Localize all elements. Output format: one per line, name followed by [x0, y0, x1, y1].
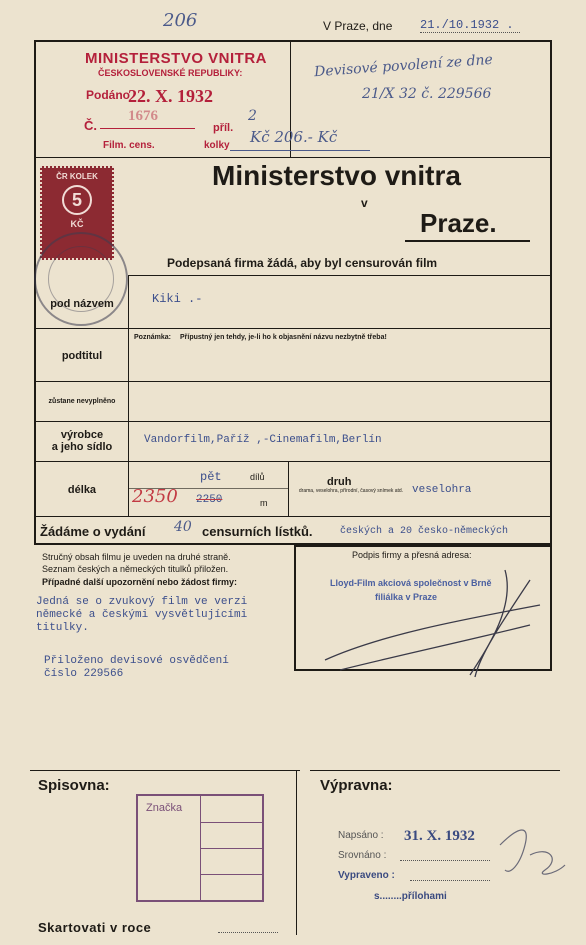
typed-note-1: Jedná se o zvukový film ve verzi	[36, 596, 248, 608]
srovnano-label: Srovnáno :	[338, 850, 387, 861]
zadame-count: 40	[174, 519, 192, 535]
skartovati-line	[218, 932, 278, 933]
stamp-pril-label: příl.	[213, 122, 234, 134]
metry-unit: m	[260, 498, 268, 508]
addressee-title: Ministerstvo vnitra	[212, 160, 461, 191]
znacka-row-3	[200, 874, 264, 875]
initials-scribble	[490, 815, 570, 885]
vyrobce-label-1: výrobce	[60, 429, 104, 441]
grid-line-3	[36, 381, 550, 382]
grid-line-6	[36, 516, 550, 517]
document-number: 206	[163, 10, 198, 31]
annotation-line1: Devisové povolení ze dne	[313, 51, 494, 81]
addressee-v: v	[361, 196, 368, 210]
revenue-stamp-top: ČR KOLEK	[56, 172, 98, 181]
dilu-count: pět	[200, 470, 222, 484]
kolky-underline	[230, 150, 370, 151]
druh-hint: drama, veselohra, přírodní, časový snímek atd.	[298, 488, 404, 494]
request-text: Podepsaná firma žádá, aby byl censurován film	[167, 256, 438, 270]
stamp-subtitle: ČESKOSLOVENSKÉ REPUBLIKY:	[98, 68, 243, 78]
bottom-rule-right	[310, 770, 560, 771]
druh-label: druh	[327, 476, 352, 488]
grid-line-4	[36, 421, 550, 422]
vypravna-label: Výpravna:	[320, 777, 393, 794]
stamp-pril-value: 2	[248, 108, 257, 124]
stamp-title: MINISTERSTVO VNITRA	[85, 50, 268, 67]
firm-stamp-line2: filiálka v Praze	[375, 592, 438, 602]
stamp-kolky-label: kolky	[204, 140, 230, 151]
grid-line-1	[128, 275, 550, 276]
grid-line-2	[36, 328, 550, 329]
header-bottom-rule	[36, 157, 550, 158]
bottom-divider	[296, 770, 297, 935]
grid-line-5	[36, 461, 550, 462]
revenue-stamp-value: 5	[62, 185, 92, 215]
vyrobce-value: Vandorfilm,Paříž ,-Cinemafilm,Berlín	[144, 434, 382, 446]
note-line-3: Případné další upozornění nebo žádost firmy:	[42, 577, 238, 587]
zustane-label: zůstane nevyplněno	[48, 398, 116, 405]
delka-druh-divider	[288, 461, 289, 516]
city-underline	[405, 240, 530, 242]
znacka-box	[136, 794, 264, 902]
typed-note-2: německé a českými vysvětlujícími	[36, 609, 248, 621]
dilu-label: dílů	[250, 472, 265, 482]
handwritten-signature	[300, 565, 550, 685]
firm-stamp-line1: Lloyd-Film akciová společnost v Brně	[330, 578, 492, 588]
typed-note-3: titulky.	[36, 622, 89, 634]
skartovati-label: Skartovati v roce	[38, 920, 152, 935]
napsano-value: 31. X. 1932	[404, 828, 475, 844]
note-line-2: Seznam českých a německých titulků přiložen.	[42, 564, 229, 574]
poznamka-text: Přípustný jen tehdy, je-li ho k objasnění názvu nezbytně třeba!	[180, 334, 387, 341]
vypraveno-label: Vypraveno :	[338, 870, 395, 881]
annotation-line2: 21/X 32 č. 229566	[362, 86, 492, 102]
place-date-label: V Praze, dne	[323, 19, 393, 33]
stamp-podano-value: 22. X. 1932	[128, 86, 213, 106]
revenue-stamp-currency: KČ	[70, 219, 84, 229]
stamp-film-cens: Film. cens.	[103, 140, 155, 151]
signature-box-label: Podpis firmy a přesná adresa:	[352, 550, 472, 560]
bottom-rule-left	[30, 770, 300, 771]
date-value: 21./10.1932 .	[420, 18, 520, 33]
vyrobce-label-2: a jeho sídlo	[51, 441, 113, 453]
stamp-podano-label: Podáno	[86, 88, 130, 102]
note-line-1: Stručný obsah filmu je uveden na druhé straně.	[42, 552, 231, 562]
znacka-row-1	[200, 822, 264, 823]
typed-note-5: číslo 229566	[44, 668, 124, 680]
zadame-rest: censurních lístků.	[202, 524, 313, 539]
stamp-cislo-line	[100, 128, 195, 129]
zadame-typed: českých a 20 česko-německých	[340, 526, 509, 537]
vypraveno-line	[410, 880, 490, 881]
stamp-cislo-value: 1676	[128, 108, 158, 124]
napsano-label: Napsáno :	[338, 830, 384, 841]
typed-note-4: Přiloženo devisové osvědčení	[44, 655, 229, 667]
podtitul-label: podtitul	[61, 350, 103, 362]
druh-value: veselohra	[412, 484, 472, 496]
metry-corrected: 2350	[132, 486, 178, 507]
pod-nazvem-value: Kiki .-	[152, 292, 203, 306]
stamp-cislo-label: Č.	[84, 118, 97, 133]
zadame-label: Žádáme o vydání	[40, 524, 146, 539]
znacka-row-2	[200, 848, 264, 849]
metry-value: 2250	[196, 494, 223, 506]
poznamka-label: Poznámka:	[134, 334, 171, 341]
stamp-kolky-value: Kč 206.- Kč	[250, 128, 338, 146]
spisovna-label: Spisovna:	[38, 777, 110, 794]
srovnano-line	[400, 860, 490, 861]
label-column-divider	[128, 275, 129, 516]
pod-nazvem-label: pod názvem	[50, 298, 114, 310]
delka-label: délka	[67, 484, 97, 496]
znacka-label: Značka	[146, 802, 183, 814]
s-prilohami: s........přílohami	[374, 891, 447, 902]
addressee-city: Praze.	[420, 208, 497, 238]
znacka-divider	[200, 796, 201, 902]
